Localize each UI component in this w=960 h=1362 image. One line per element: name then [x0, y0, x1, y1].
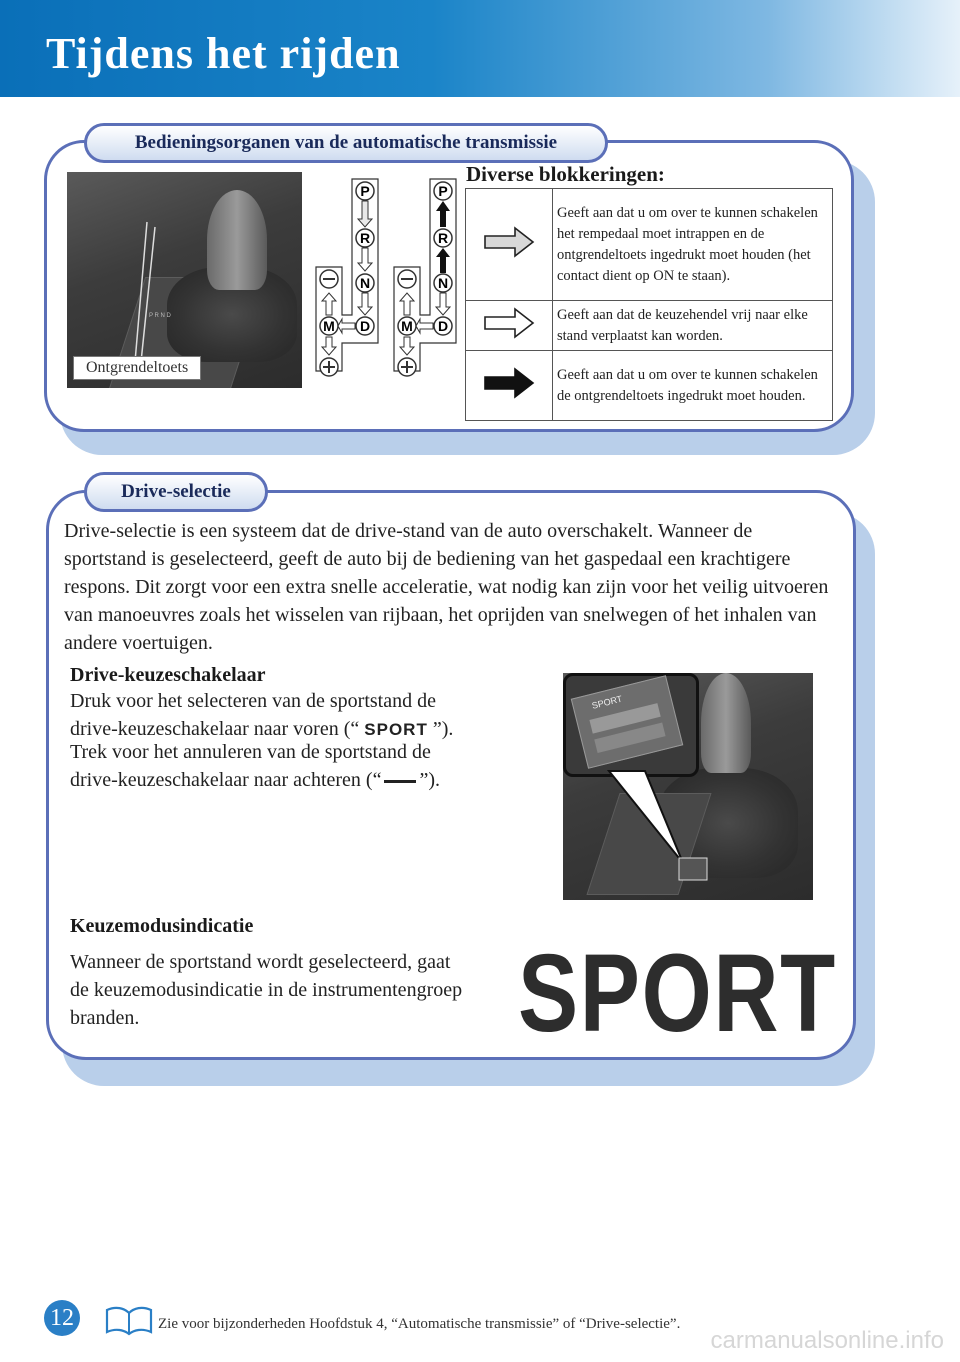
- indicator-text: Wanneer de sportstand wordt geselecteerd, gaat de keuzemodusindicatie in de instrumentengroep branden.: [70, 951, 463, 1029]
- page-number: 12: [44, 1300, 80, 1336]
- switch-instructions-back: Trek voor het annuleren van de sportstand de drive-keuzeschakelaar naar achteren (“ ”).: [70, 741, 440, 791]
- svg-text:P R N D: P R N D: [149, 313, 171, 319]
- gate-left-r: R: [359, 230, 371, 246]
- lock-text: Geeft aan dat u om over te kunnen schakelen het rempedaal moet intrappen en de ontgrendeltoets ingedrukt moet houden (het contact dient op ON te staan).: [553, 189, 833, 301]
- sport-indicator: SPORT: [518, 932, 837, 1055]
- gate-left-d: D: [359, 318, 371, 334]
- lock-icon-cell: [466, 351, 553, 421]
- locks-table: [465, 188, 833, 421]
- gate-left-n: N: [359, 275, 371, 291]
- dash-symbol: [384, 780, 416, 783]
- page-title: Tijdens het rijden: [46, 29, 401, 78]
- lock-row: [466, 301, 833, 351]
- gate-right-d: D: [437, 318, 449, 334]
- watermark: carmanualsonline.info: [710, 1327, 944, 1354]
- page-header: [0, 0, 960, 97]
- lock-row: [466, 351, 833, 421]
- outlined-arrow-white-icon: [479, 306, 539, 340]
- gate-right-n: N: [437, 275, 449, 291]
- manual-book-icon: [104, 1306, 154, 1336]
- sport-switch-label: SPORT: [590, 693, 624, 711]
- drive-selection-intro: Drive-selectie is een systeem dat de drive-stand van de auto overschakelt. Wanneer de sportstand is geselecteerd, geeft de auto bij de bediening van het gaspedaal een krachtigere respons. Dit zorgt voor een extra snelle acceleratie, wat nodig kan zijn voor het veilig uitvoeren van manoeuvres zoals het wisselen van rijbaan, het oprijden van snelwegen of het inhalen van andere voertuigen.: [64, 520, 829, 654]
- sport-symbol: SPORT: [364, 720, 428, 739]
- gate-right-m: M: [401, 318, 413, 334]
- lock-row: [466, 189, 833, 301]
- locks-title: Diverse blokkeringen:: [466, 162, 665, 186]
- gate-right-r: R: [437, 230, 449, 246]
- indicator-heading: Keuzemodusindicatie: [70, 915, 254, 937]
- lock-icon-cell: [466, 301, 553, 351]
- footer-reference: Zie voor bijzonderheden Hoofdstuk 4, “Automatische transmissie” of “Drive-selectie”.: [158, 1316, 681, 1332]
- section2-tab: Drive-selectie: [84, 472, 268, 512]
- lock-text: Geeft aan dat de keuzehendel vrij naar elke stand verplaatst kan worden.: [553, 301, 833, 351]
- switch-instructions-forward: Druk voor het selecteren van de sportstand de drive-keuzeschakelaar naar voren (“ SPORT ”).: [70, 690, 454, 740]
- gate-right: [398, 182, 452, 376]
- shift-gate-diagrams: [312, 175, 462, 385]
- outlined-arrow-grey-icon: [479, 225, 539, 259]
- gate-left-p: P: [360, 183, 370, 199]
- drive-switch-photo: [563, 673, 813, 900]
- solid-arrow-black-icon: [479, 366, 539, 400]
- gate-right-p: P: [438, 183, 448, 199]
- lock-icon-cell: [466, 189, 553, 301]
- gear-lever-photo: [67, 172, 302, 388]
- release-button-label: Ontgrendeltoets: [73, 356, 201, 380]
- section1-tab: Bedieningsorganen van de automatische transmissie: [84, 123, 608, 163]
- gate-left-m: M: [323, 318, 335, 334]
- gate-left: [320, 182, 374, 376]
- lock-text: Geeft aan dat u om over te kunnen schakelen de ontgrendeltoets ingedrukt moet houden.: [553, 351, 833, 421]
- switch-heading: Drive-keuzeschakelaar: [70, 664, 266, 686]
